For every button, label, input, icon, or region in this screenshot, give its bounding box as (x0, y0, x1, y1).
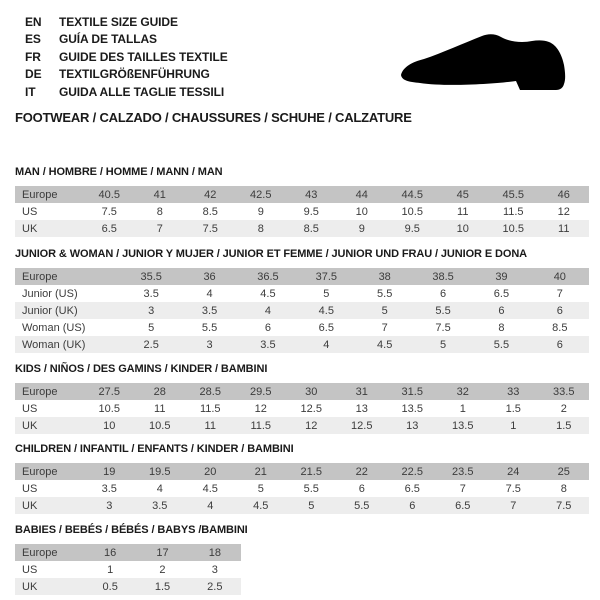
size-value: 11.5 (502, 205, 524, 218)
lang-row-fr (25, 48, 228, 66)
size-value: 1 (107, 563, 114, 576)
size-value: 8.5 (202, 205, 218, 218)
lang-label: GUÍA DE TALLAS (59, 32, 157, 47)
size-value: 27.5 (98, 385, 120, 398)
size-value: 28 (153, 385, 166, 398)
size-value: 35.5 (140, 270, 162, 283)
size-value: 7.5 (505, 482, 521, 495)
lang-code: DE (25, 67, 42, 82)
language-title-block (25, 13, 228, 101)
size-value: 13 (406, 419, 419, 432)
size-table-man (15, 186, 589, 237)
size-value: 36.5 (257, 270, 279, 283)
size-value: 45 (456, 188, 469, 201)
size-value: 31.5 (401, 385, 423, 398)
lang-code: EN (25, 14, 42, 29)
table-row (15, 561, 241, 578)
size-value: 43 (305, 188, 318, 201)
row-label: Europe (22, 465, 58, 478)
table-row (15, 383, 589, 400)
table-row (15, 319, 589, 336)
size-value: 33.5 (553, 385, 575, 398)
lang-row-es (25, 31, 228, 49)
size-value: 3 (206, 338, 213, 351)
size-value: 3 (211, 563, 218, 576)
size-table-junior-woman (15, 268, 589, 353)
size-value: 36 (203, 270, 216, 283)
size-value: 5.5 (201, 321, 218, 334)
row-label: US (22, 482, 38, 495)
size-value: 5 (381, 304, 388, 317)
size-value: 19.5 (149, 465, 171, 478)
row-label: UK (22, 419, 38, 432)
size-value: 6.5 (493, 287, 510, 300)
row-label: Woman (UK) (22, 338, 86, 351)
size-value: 4 (323, 338, 330, 351)
size-value: 40 (553, 270, 566, 283)
size-value: 1.5 (556, 419, 572, 432)
row-label: US (22, 205, 38, 218)
section-babies (15, 524, 589, 595)
size-value: 5 (257, 482, 264, 495)
section-title-babies: BABIES / BEBÉS / BÉBÉS / BABYS /BAMBINI (15, 524, 248, 536)
size-value: 1 (510, 419, 517, 432)
size-value: 4 (207, 499, 214, 512)
size-value: 3.5 (201, 304, 218, 317)
table-row (15, 336, 589, 353)
table-row (15, 186, 589, 203)
size-value: 6 (556, 338, 563, 351)
size-value: 5.5 (303, 482, 319, 495)
size-value: 20 (204, 465, 217, 478)
section-title-man: MAN / HOMBRE / HOMME / MANN / MAN (15, 166, 223, 178)
size-value: 28.5 (199, 385, 221, 398)
section-title-kids: KIDS / NIÑOS / DES GAMINS / KINDER / BAMBINI (15, 363, 268, 375)
size-value: 3.5 (143, 287, 159, 300)
size-value: 7.5 (556, 499, 572, 512)
size-value: 2.5 (207, 580, 223, 593)
row-label: UK (22, 580, 38, 593)
section-junior-woman (15, 248, 589, 353)
size-value: 38.5 (432, 270, 454, 283)
table-row (15, 203, 589, 220)
size-value: 3.5 (260, 338, 276, 351)
size-value: 12 (254, 402, 267, 415)
size-value: 42 (204, 188, 217, 201)
size-value: 7 (510, 499, 517, 512)
row-label: US (22, 563, 38, 576)
lang-code: IT (25, 84, 36, 99)
size-value: 7 (381, 321, 388, 334)
size-value: 5 (308, 499, 315, 512)
size-value: 8 (156, 205, 163, 218)
size-value: 22.5 (401, 465, 423, 478)
size-value: 4.5 (253, 499, 269, 512)
size-value: 4 (264, 304, 271, 317)
size-value: 3 (148, 304, 155, 317)
size-value: 5.5 (377, 287, 393, 300)
size-value: 11.5 (199, 402, 221, 415)
size-table-babies (15, 544, 241, 595)
size-value: 5 (148, 321, 155, 334)
table-row (15, 544, 241, 561)
size-value: 5 (440, 338, 447, 351)
size-value: 5.5 (354, 499, 370, 512)
size-value: 37.5 (315, 270, 338, 283)
lang-label: TEXTILE SIZE GUIDE (59, 14, 178, 29)
size-value: 6.5 (404, 482, 420, 495)
size-value: 6 (264, 321, 271, 334)
size-value: 6.5 (101, 222, 117, 235)
size-value: 7.5 (101, 205, 117, 218)
table-row (15, 285, 589, 302)
table-row (15, 417, 589, 434)
table-row (15, 480, 589, 497)
size-value: 7.5 (202, 222, 218, 235)
size-value: 39 (495, 270, 508, 283)
row-label: UK (22, 222, 38, 235)
size-value: 3.5 (152, 499, 168, 512)
size-value: 8 (257, 222, 264, 235)
size-value: 33 (507, 385, 520, 398)
size-value: 45.5 (502, 188, 524, 201)
size-value: 4 (156, 482, 163, 495)
size-value: 4 (206, 287, 213, 300)
size-value: 7 (556, 287, 563, 300)
size-value: 38 (378, 270, 391, 283)
size-value: 8.5 (552, 321, 568, 334)
table-row (15, 302, 589, 319)
size-value: 25 (557, 465, 570, 478)
size-value: 6 (409, 499, 416, 512)
size-value: 11 (204, 419, 216, 432)
row-label: Woman (US) (22, 321, 86, 334)
lang-label: GUIDE DES TAILLES TEXTILE (59, 49, 228, 64)
size-value: 44 (355, 188, 368, 201)
size-value: 8 (560, 482, 567, 495)
size-value: 4.5 (377, 338, 393, 351)
table-row (15, 497, 589, 514)
size-value: 41 (153, 188, 166, 201)
size-value: 6 (440, 287, 447, 300)
size-value: 8 (498, 321, 505, 334)
lang-row-de (25, 66, 228, 84)
size-value: 12.5 (351, 419, 373, 432)
size-value: 5.5 (435, 304, 451, 317)
size-value: 10 (456, 222, 469, 235)
size-value: 2 (560, 402, 567, 415)
size-value: 11 (154, 402, 166, 415)
size-value: 11.5 (250, 419, 272, 432)
size-value: 19 (103, 465, 116, 478)
size-value: 9.5 (303, 205, 319, 218)
section-title-children: CHILDREN / INFANTIL / ENFANTS / KINDER / BAMBINI (15, 443, 294, 455)
size-value: 31 (355, 385, 368, 398)
size-value: 7 (156, 222, 163, 235)
size-value: 4.5 (318, 304, 334, 317)
size-value: 42.5 (250, 188, 272, 201)
row-label: Europe (22, 188, 58, 201)
lang-row-en (25, 13, 228, 31)
size-value: 10.5 (98, 402, 120, 415)
size-value: 13 (355, 402, 368, 415)
size-value: 40.5 (98, 188, 120, 201)
size-value: 3.5 (101, 482, 117, 495)
size-value: 21 (254, 465, 267, 478)
size-value: 3 (106, 499, 113, 512)
size-value: 12.5 (300, 402, 322, 415)
category-title: FOOTWEAR / CALZADO / CHAUSSURES / SCHUHE / CALZATURE (15, 110, 412, 125)
size-value: 46 (557, 188, 570, 201)
size-value: 4.5 (260, 287, 276, 300)
size-value: 5 (323, 287, 330, 300)
size-value: 5.5 (493, 338, 510, 351)
row-label: US (22, 402, 38, 415)
size-value: 18 (208, 546, 221, 559)
row-label: Europe (22, 546, 58, 559)
size-value: 11 (457, 205, 469, 218)
size-value: 2 (159, 563, 166, 576)
size-value: 16 (104, 546, 117, 559)
size-value: 7 (459, 482, 466, 495)
size-value: 1.5 (505, 402, 521, 415)
size-value: 13.5 (401, 402, 423, 415)
section-title-junior-woman: JUNIOR & WOMAN / JUNIOR Y MUJER / JUNIOR ET FEMME / JUNIOR UND FRAU / JUNIOR E DONA (15, 248, 528, 260)
table-row (15, 220, 589, 237)
size-value: 7.5 (435, 321, 451, 334)
row-label: Junior (US) (22, 287, 78, 300)
size-value: 1.5 (154, 580, 171, 593)
size-value: 17 (156, 546, 169, 559)
size-value: 9 (257, 205, 264, 218)
section-man (15, 166, 589, 237)
size-value: 4.5 (202, 482, 218, 495)
section-children (15, 443, 589, 514)
size-value: 6.5 (455, 499, 471, 512)
size-value: 10 (355, 205, 368, 218)
size-value: 29.5 (250, 385, 272, 398)
size-value: 10 (103, 419, 116, 432)
table-row (15, 463, 589, 480)
lang-code: ES (25, 32, 41, 47)
size-value: 6 (556, 304, 563, 317)
lang-label: TEXTILGRÖßENFÜHRUNG (59, 67, 210, 82)
table-row (15, 268, 589, 285)
size-value: 24 (507, 465, 520, 478)
row-label: UK (22, 499, 38, 512)
table-row (15, 578, 241, 595)
size-value: 8.5 (303, 222, 319, 235)
lang-row-it (25, 83, 228, 101)
row-label: Europe (22, 270, 58, 283)
size-value: 9 (358, 222, 365, 235)
size-value: 6 (358, 482, 365, 495)
table-row (15, 400, 589, 417)
size-value: 0.5 (102, 580, 118, 593)
size-value: 13.5 (452, 419, 474, 432)
size-table-kids (15, 383, 589, 434)
row-label: Junior (UK) (22, 304, 78, 317)
lang-code: FR (25, 49, 41, 64)
size-value: 2.5 (143, 338, 159, 351)
size-value: 32 (456, 385, 469, 398)
size-value: 21.5 (300, 465, 322, 478)
size-value: 22 (355, 465, 368, 478)
size-value: 11 (558, 222, 570, 235)
size-value: 12 (305, 419, 318, 432)
row-label: Europe (22, 385, 58, 398)
dress-shoe-icon (398, 32, 570, 94)
size-value: 23.5 (452, 465, 474, 478)
size-value: 10.5 (149, 419, 171, 432)
size-value: 44.5 (401, 188, 423, 201)
size-value: 6.5 (318, 321, 334, 334)
size-value: 10.5 (401, 205, 423, 218)
size-table-children (15, 463, 589, 514)
section-kids (15, 363, 589, 434)
size-value: 12 (557, 205, 570, 218)
lang-label: GUIDA ALLE TAGLIE TESSILI (59, 84, 225, 99)
size-value: 10.5 (502, 222, 524, 235)
size-value: 1 (459, 402, 466, 415)
size-value: 9.5 (404, 222, 420, 235)
size-value: 30 (305, 385, 318, 398)
size-value: 6 (498, 304, 505, 317)
